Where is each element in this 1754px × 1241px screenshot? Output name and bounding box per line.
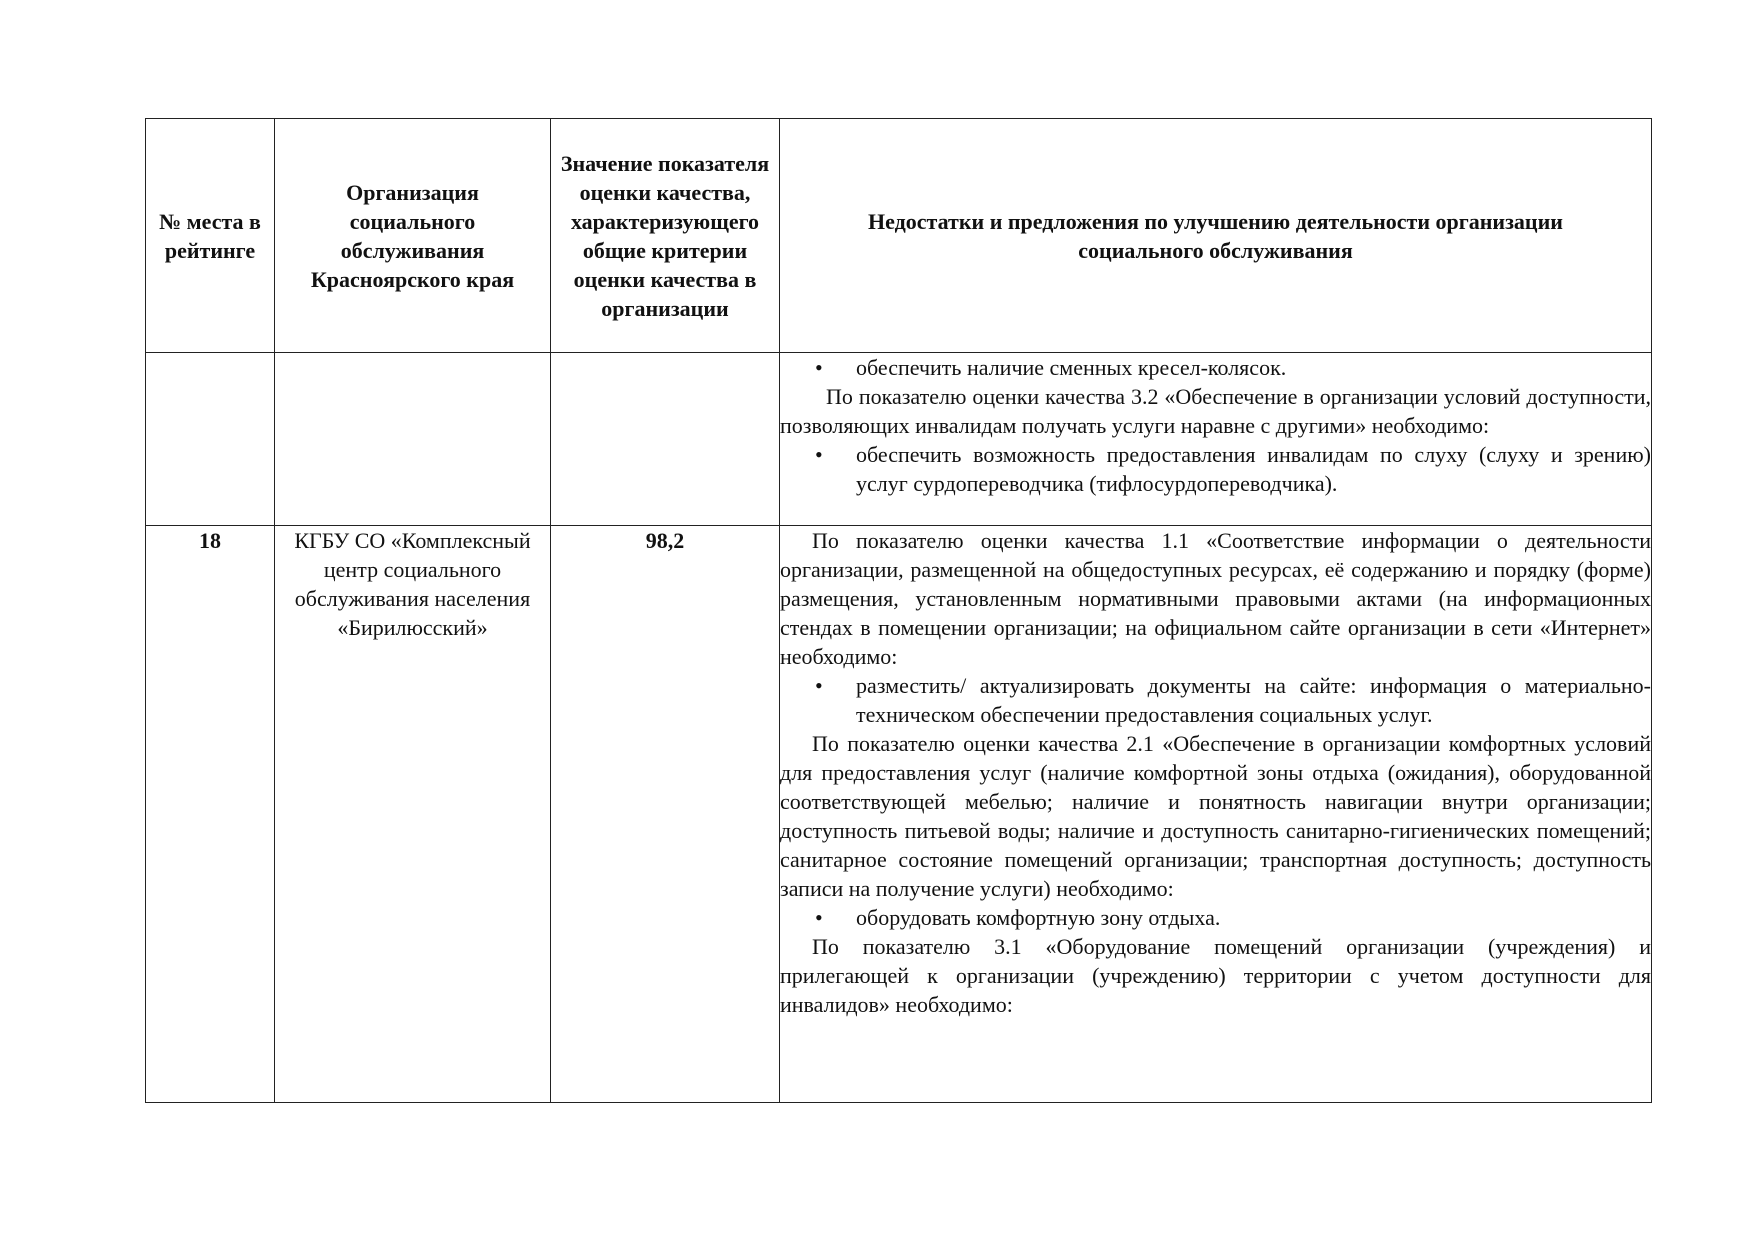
- bullet-list: [780, 353, 1651, 382]
- header-shortcomings: [780, 119, 1652, 353]
- list-item: [815, 353, 1651, 382]
- header-shortcomings-label: Недостатки и предложения по улучшению деятельности организации социального обслуживания: [868, 208, 1563, 263]
- list-item-text: обеспечить возможность предоставления инвалидам по слуху (слуху и зрению) услуг сурдопереводчика (тифлосурдопереводчика).: [856, 442, 1651, 496]
- bullet-list: [780, 440, 1651, 498]
- header-place-label: № места в рейтинге: [159, 208, 261, 263]
- cell-value: 98,2: [551, 526, 780, 1103]
- table-row: [146, 353, 1652, 526]
- header-value: [551, 119, 780, 353]
- list-item-text: разместить/ актуализировать документы на сайте: информация о материально-техническом обеспечении предоставления социальных услуг.: [856, 673, 1651, 727]
- bullet-icon: •: [815, 355, 823, 380]
- table-header-row: [146, 119, 1652, 353]
- header-place: [146, 119, 275, 353]
- cell-organization: КГБУ СО «Комплексный центр социального обслуживания населения «Бирилюсский»: [275, 526, 551, 1103]
- list-item: [815, 671, 1651, 729]
- rating-table: [145, 118, 1652, 1103]
- list-item: [815, 440, 1651, 498]
- cell-value: [551, 353, 780, 526]
- bullet-icon: •: [815, 442, 823, 467]
- list-item-text: оборудовать комфортную зону отдыха.: [856, 905, 1221, 930]
- bullet-list: [780, 671, 1651, 729]
- cell-shortcomings: [780, 526, 1652, 1103]
- cell-place: [146, 353, 275, 526]
- cell-place: 18: [146, 526, 275, 1103]
- table-row: [146, 526, 1652, 1103]
- paragraph: По показателю 3.1 «Оборудование помещений организации (учреждения) и прилегающей к организации (учреждению) территории с учетом доступности для инвалидов» необходимо:: [780, 934, 1651, 1017]
- paragraph: По показателю оценки качества 2.1 «Обеспечение в организации комфортных условий для предоставления услуг (наличие комфортной зоны отдыха (ожидания), оборудованной соответствующей мебелью; наличие и понятность навигации внутри организации; доступность питьевой воды; наличие и доступность санитарно-гигиенических помещений; санитарное состояние помещений организации; транспортная доступность; доступность записи на получение услуги) необходимо:: [780, 731, 1651, 901]
- bullet-list: [780, 903, 1651, 932]
- list-item-text: обеспечить наличие сменных кресел-колясок.: [856, 355, 1287, 380]
- paragraph: По показателю оценки качества 1.1 «Соответствие информации о деятельности организации, размещенной на общедоступных ресурсах, её содержанию и порядку (форме) размещения, установленным нормативными правовыми актами (на информационных стендах в помещении организации; на официальном сайте организации в сети «Интернет» необходимо:: [780, 528, 1651, 669]
- cell-organization: [275, 353, 551, 526]
- header-organization-label: Организация социального обслуживания Красноярского края: [310, 179, 515, 292]
- cell-shortcomings: [780, 353, 1652, 526]
- bullet-icon: •: [815, 905, 823, 930]
- header-organization: [275, 119, 551, 353]
- bullet-icon: •: [815, 673, 823, 698]
- header-value-label: Значение показателя оценки качества, характеризующего общие критерии оценки качества в организации: [560, 150, 770, 321]
- paragraph: По показателю оценки качества 3.2 «Обеспечение в организации условий доступности, позволяющих инвалидам получать услуги наравне с другими» необходимо:: [780, 384, 1651, 438]
- list-item: [815, 903, 1651, 932]
